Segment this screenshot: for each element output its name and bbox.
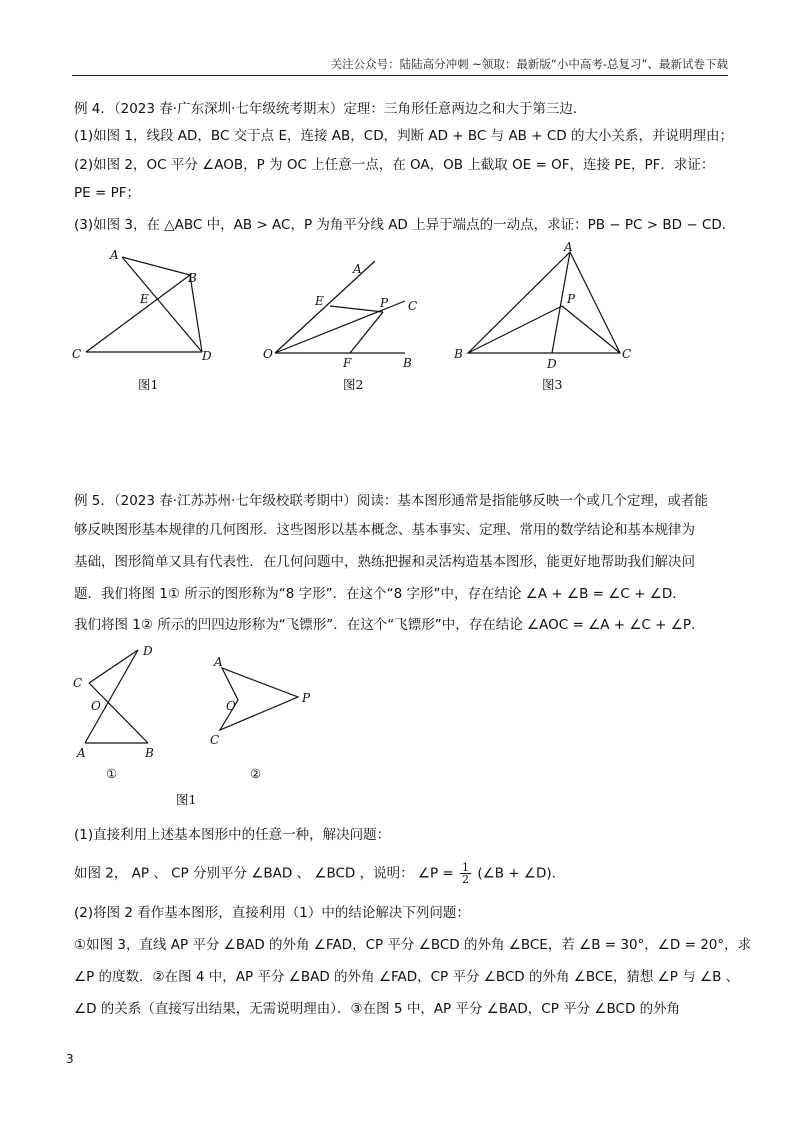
- fig3-caption: 图3: [542, 377, 563, 392]
- ex4-figure-3: [450, 240, 640, 375]
- ex4-figure-1: [60, 245, 230, 375]
- label-C: C: [73, 676, 83, 690]
- label-D: D: [547, 357, 557, 371]
- label-C: C: [408, 299, 418, 313]
- label-B: B: [145, 746, 154, 760]
- label-C: C: [210, 733, 220, 747]
- ex4-figure-2: [255, 255, 435, 375]
- fraction-one-half: [460, 862, 471, 885]
- label-O: O: [226, 699, 236, 713]
- ex5-q2-line2: ∠P 的度数．②在图 4 中，AP 平分 ∠BAD 的外角 ∠FAD，CP 平分 ∠BCD 的外角 ∠BCE，猜想 ∠P 与 ∠B 、: [74, 969, 740, 985]
- label-F: F: [343, 356, 352, 370]
- page-header: 关注公众号：陆陆高分冲刺 ~领取：最新版“小中高考-总复习”、最新试卷下载: [330, 57, 728, 71]
- label-C: C: [72, 347, 82, 361]
- label-P: P: [380, 296, 389, 310]
- ex4-title: 例 4．（2023 春·广东深圳·七年级统考期末）定理：三角形任意两边之和大于第三边．: [74, 101, 587, 117]
- ex5-figure-dart-shape: [200, 650, 320, 750]
- label-D: D: [202, 349, 212, 363]
- fig1-caption: 图1: [138, 377, 159, 392]
- label-B: B: [188, 271, 197, 285]
- ex4-q2a: (2)如图 2，OC 平分 ∠AOB，P 为 OC 上任意一点，在 OA，OB 上截取 OE = OF，连接 PE，PF．求证：: [74, 157, 715, 173]
- label-E: E: [315, 294, 324, 308]
- label-A: A: [214, 655, 223, 669]
- ex5-p3: 基础，图形简单又具有代表性．在几何问题中，熟练把握和灵活构造基本图形，能更好地帮助我们解决问: [74, 554, 695, 570]
- ex5-q1-body: [74, 862, 565, 885]
- ex5-p4: 题．我们将图 1① 所示的图形称为“8 字形”．在这个“8 字形”中，存在结论 ∠A + ∠B = ∠C + ∠D．: [74, 586, 686, 602]
- page-number: 3: [66, 1052, 74, 1066]
- ex4-q3: (3)如图 3，在 △ABC 中，AB > AC，P 为角平分线 AD 上异于端点的一动点，求证：PB − PC > BD − CD．: [74, 217, 736, 233]
- fraction-denominator: 2: [462, 873, 470, 886]
- label-A: A: [353, 262, 362, 276]
- ex5-p1: 例 5．（2023 春·江苏苏州·七年级校联考期中）阅读：基本图形通常是指能够反映一个或几个定理，或者能: [74, 493, 708, 509]
- label-B: B: [403, 356, 412, 370]
- subfig-1-label: ①: [106, 766, 118, 781]
- label-E: E: [140, 292, 149, 306]
- ex5-p2: 够反映图形基本规律的几何图形．这些图形以基本概念、基本事实、定理、常用的数学结论和基本规律为: [74, 522, 695, 538]
- ex5-q2-line1: ①如图 3，直线 AP 平分 ∠BAD 的外角 ∠FAD，CP 平分 ∠BCD 的外角 ∠BCE，若 ∠B = 30°，∠D = 20°，求: [74, 937, 752, 953]
- header-divider: [72, 75, 728, 76]
- subfig-2-label: ②: [250, 766, 262, 781]
- ex5-figure-8-shape: [65, 640, 165, 765]
- ex5-q2-title: (2)将图 2 看作基本图形，直接利用（1）中的结论解决下列问题：: [74, 905, 470, 921]
- ex5-q1-body-a: 如图 2， AP 、 CP 分别平分 ∠BAD 、 ∠BCD ，说明： ∠P =: [74, 865, 454, 882]
- label-O: O: [263, 347, 273, 361]
- ex5-fig1-caption: 图1: [176, 792, 197, 807]
- label-D: D: [143, 644, 153, 658]
- label-C: C: [622, 347, 632, 361]
- label-O: O: [91, 699, 101, 713]
- label-A: A: [564, 240, 573, 254]
- ex5-q1-body-b: (∠B + ∠D)．: [477, 865, 566, 882]
- label-B: B: [454, 347, 463, 361]
- ex5-q1-title: (1)直接利用上述基本图形中的任意一种，解决问题：: [74, 827, 391, 843]
- label-P: P: [302, 691, 311, 705]
- fig2-caption: 图2: [343, 377, 364, 392]
- ex4-q1: (1)如图 1，线段 AD，BC 交于点 E，连接 AB，CD，判断 AD + BC 与 AB + CD 的大小关系，并说明理由；: [74, 128, 733, 144]
- ex5-p5: 我们将图 1② 所示的凹四边形称为“飞镖形”．在这个“飞镖形”中，存在结论 ∠AOC = ∠A + ∠C + ∠P．: [74, 617, 705, 633]
- label-A: A: [110, 248, 119, 262]
- label-P: P: [567, 292, 576, 306]
- label-A: A: [77, 746, 86, 760]
- ex5-q2-line3: ∠D 的关系（直接写出结果，无需说明理由）．③在图 5 中，AP 平分 ∠BAD，CP 平分 ∠BCD 的外角: [74, 1001, 681, 1017]
- fraction-numerator: 1: [462, 861, 470, 874]
- ex4-q2b: PE = PF；: [74, 185, 140, 201]
